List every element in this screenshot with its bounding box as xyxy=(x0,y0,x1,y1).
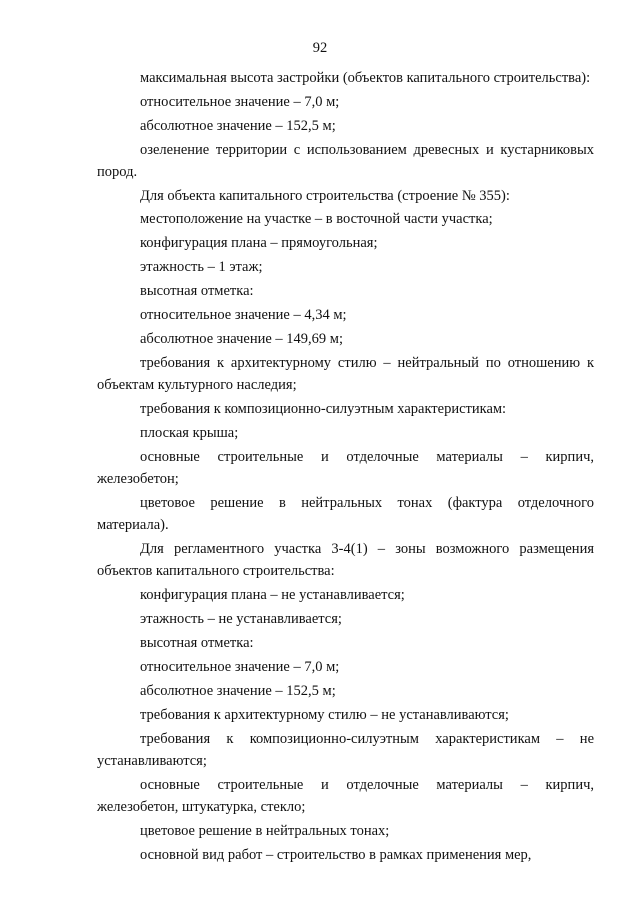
paragraph: основные строительные и отделочные материалы – кирпич, железобетон, штукатурка, стекло; xyxy=(97,777,594,815)
paragraph: абсолютное значение – 152,5 м; xyxy=(140,683,336,699)
paragraph: высотная отметка: xyxy=(140,635,254,651)
paragraph: максимальная высота застройки (объектов капитального строительства): xyxy=(140,70,591,86)
paragraph: относительное значение – 7,0 м; xyxy=(140,659,340,675)
paragraph: относительное значение – 7,0 м; xyxy=(140,94,340,110)
document-body xyxy=(97,67,594,866)
paragraph: этажность – 1 этаж; xyxy=(140,259,263,275)
paragraph: требования к композиционно-силуэтным характеристикам – не устанавливаются; xyxy=(97,731,594,769)
paragraph: высотная отметка: xyxy=(140,283,254,299)
paragraph: конфигурация плана – прямоугольная; xyxy=(140,235,378,251)
paragraph: основные строительные и отделочные материалы – кирпич, железобетон; xyxy=(97,449,594,487)
paragraph: Для объекта капитального строительства (строение № 355): xyxy=(140,188,510,204)
paragraph: озеленение территории с использованием древесных и кустарниковых пород. xyxy=(97,142,594,180)
paragraph: этажность – не устанавливается; xyxy=(140,611,342,627)
paragraph: требования к архитектурному стилю – не устанавливаются; xyxy=(140,707,509,723)
paragraph: абсолютное значение – 152,5 м; xyxy=(140,118,336,134)
page-number: 92 xyxy=(312,40,328,56)
paragraph: Для регламентного участка 3-4(1) – зоны возможного размещения объектов капитального строительства: xyxy=(97,541,594,579)
paragraph: цветовое решение в нейтральных тонах; xyxy=(140,823,390,839)
paragraph: местоположение на участке – в восточной части участка; xyxy=(140,211,493,227)
paragraph: требования к архитектурному стилю – нейтральный по отношению к объектам культурного наследия; xyxy=(97,355,594,393)
paragraph: цветовое решение в нейтральных тонах (фактура отделочного материала). xyxy=(97,495,594,533)
paragraph: основной вид работ – строительство в рамках применения мер, xyxy=(140,847,532,863)
paragraph: относительное значение – 4,34 м; xyxy=(140,307,347,323)
paragraph: требования к композиционно-силуэтным характеристикам: xyxy=(140,401,507,417)
paragraph: плоская крыша; xyxy=(140,425,239,441)
paragraph: конфигурация плана – не устанавливается; xyxy=(140,587,405,603)
paragraph: абсолютное значение – 149,69 м; xyxy=(140,331,343,347)
